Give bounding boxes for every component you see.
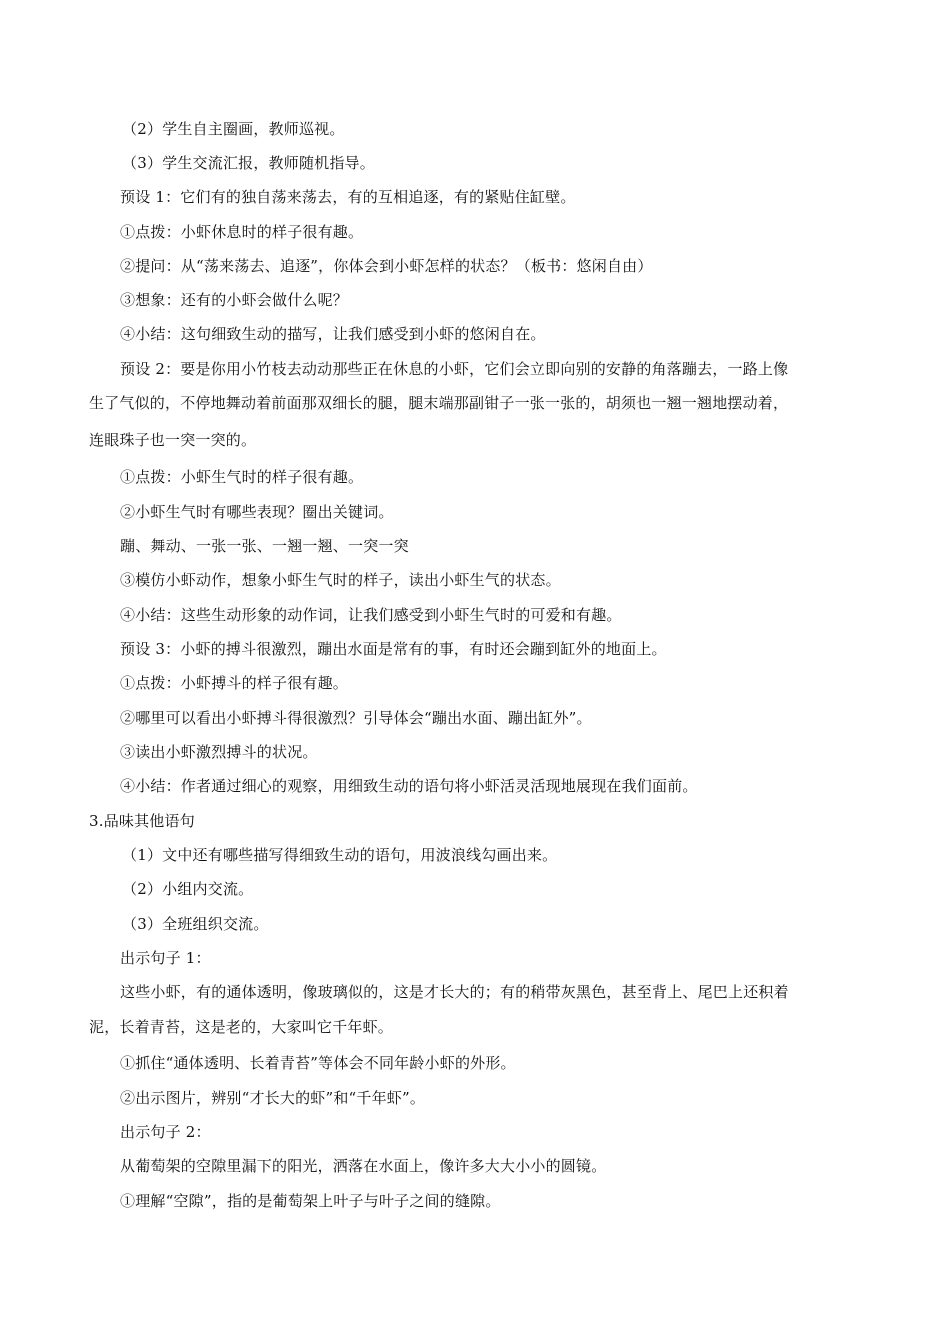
text-line: （3）学生交流汇报，教师随机指导。 bbox=[122, 154, 375, 172]
text-line: ②出示图片，辨别“才长大的虾”和“千年虾”。 bbox=[120, 1089, 426, 1107]
text-line: 泥，长着青苔，这是老的，大家叫它千年虾。 bbox=[89, 1018, 394, 1036]
text-line: ③读出小虾激烈搏斗的状况。 bbox=[120, 743, 318, 761]
text-line: ①抓住“通体透明、长着青苔”等体会不同年龄小虾的外形。 bbox=[120, 1054, 516, 1072]
text-line: （2）小组内交流。 bbox=[122, 880, 254, 898]
text-line: 预设 3：小虾的搏斗很激烈，蹦出水面是常有的事，有时还会蹦到缸外的地面上。 bbox=[120, 640, 667, 658]
text-line: （3）全班组织交流。 bbox=[122, 915, 269, 933]
text-line: （1）文中还有哪些描写得细致生动的语句，用波浪线勾画出来。 bbox=[122, 846, 558, 864]
text-line: 蹦、舞动、一张一张、一翘一翘、一突一突 bbox=[120, 537, 409, 555]
text-line: 这些小虾，有的通体透明，像玻璃似的，这是才长大的；有的稍带灰黑色，甚至背上、尾巴上还积着 bbox=[120, 983, 789, 1001]
text-line: （2）学生自主圈画，教师巡视。 bbox=[122, 120, 345, 138]
text-line: ①点拨：小虾搏斗的样子很有趣。 bbox=[120, 674, 349, 692]
text-line: ④小结：这些生动形象的动作词，让我们感受到小虾生气时的可爱和有趣。 bbox=[120, 606, 622, 624]
text-line: ③模仿小虾动作，想象小虾生气时的样子，读出小虾生气的状态。 bbox=[120, 571, 561, 589]
section-heading: 3.品味其他语句 bbox=[89, 812, 195, 830]
text-line: 生了气似的，不停地舞动着前面那双细长的腿，腿末端那副钳子一张一张的，胡须也一翘一翘地摆动着， bbox=[89, 394, 789, 412]
text-line: 出示句子 2： bbox=[120, 1123, 211, 1141]
text-line: 出示句子 1： bbox=[120, 949, 211, 967]
text-line: ③想象：还有的小虾会做什么呢？ bbox=[120, 291, 349, 309]
text-line: ②哪里可以看出小虾搏斗得很激烈？引导体会“蹦出水面、蹦出缸外”。 bbox=[120, 709, 592, 727]
text-line: 预设 1：它们有的独自荡来荡去，有的互相追逐，有的紧贴住缸壁。 bbox=[120, 188, 576, 206]
text-line: 预设 2：要是你用小竹枝去动动那些正在休息的小虾，它们会立即向别的安静的角落蹦去，一路上像 bbox=[120, 360, 789, 378]
text-line: 从葡萄架的空隙里漏下的阳光，洒落在水面上，像许多大大小小的圆镜。 bbox=[120, 1157, 607, 1175]
text-line: 连眼珠子也一突一突的。 bbox=[89, 431, 257, 449]
text-line: ②小虾生气时有哪些表现？圈出关键词。 bbox=[120, 503, 394, 521]
text-line: ①理解“空隙”，指的是葡萄架上叶子与叶子之间的缝隙。 bbox=[120, 1192, 501, 1210]
text-line: ①点拨：小虾休息时的样子很有趣。 bbox=[120, 223, 364, 241]
text-line: ④小结：作者通过细心的观察，用细致生动的语句将小虾活灵活现地展现在我们面前。 bbox=[120, 777, 698, 795]
text-line: ④小结：这句细致生动的描写，让我们感受到小虾的悠闲自在。 bbox=[120, 325, 546, 343]
text-line: ②提问：从“荡来荡去、追逐”，你体会到小虾怎样的状态？（板书：悠闲自由） bbox=[120, 257, 653, 275]
text-line: ①点拨：小虾生气时的样子很有趣。 bbox=[120, 468, 364, 486]
